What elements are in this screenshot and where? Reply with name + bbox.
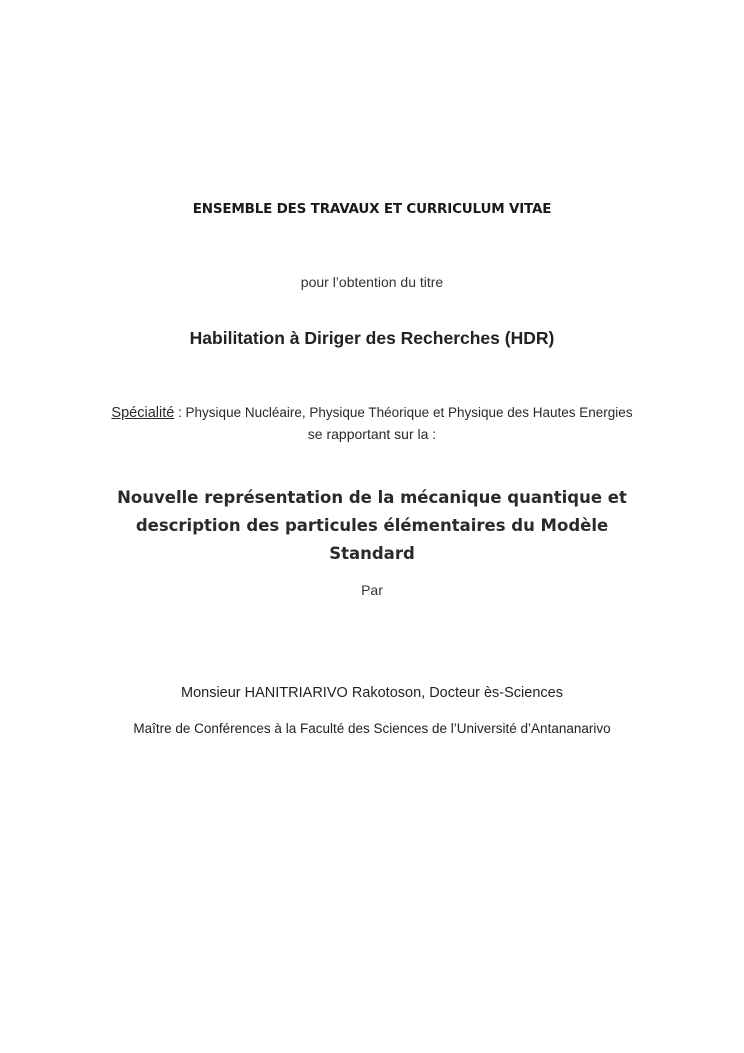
par-text: Par (361, 582, 383, 598)
thesis-title: Nouvelle représentation de la mécanique quantique et description des particules élémentaires du Modèle Standard (117, 488, 627, 563)
speciality-line (0, 405, 744, 421)
speciality-value: : Physique Nucléaire, Physique Théorique et Physique des Hautes Energies (174, 405, 633, 420)
degree-title: Habilitation à Diriger des Recherches (HDR) (189, 328, 555, 348)
document-heading: ENSEMBLE DES TRAVAUX ET CURRICULUM VITAE (192, 201, 552, 217)
rapport-text: se rapportant sur la : (307, 426, 437, 442)
obtention-text: pour l’obtention du titre (300, 274, 444, 290)
author-name: Monsieur HANITRIARIVO Rakotoson, Docteur ès-Sciences (181, 685, 563, 701)
speciality-label: Spécialité (111, 405, 175, 421)
author-affiliation: Maître de Conférences à la Faculté des Sciences de l’Université d’Antananarivo (133, 721, 611, 736)
